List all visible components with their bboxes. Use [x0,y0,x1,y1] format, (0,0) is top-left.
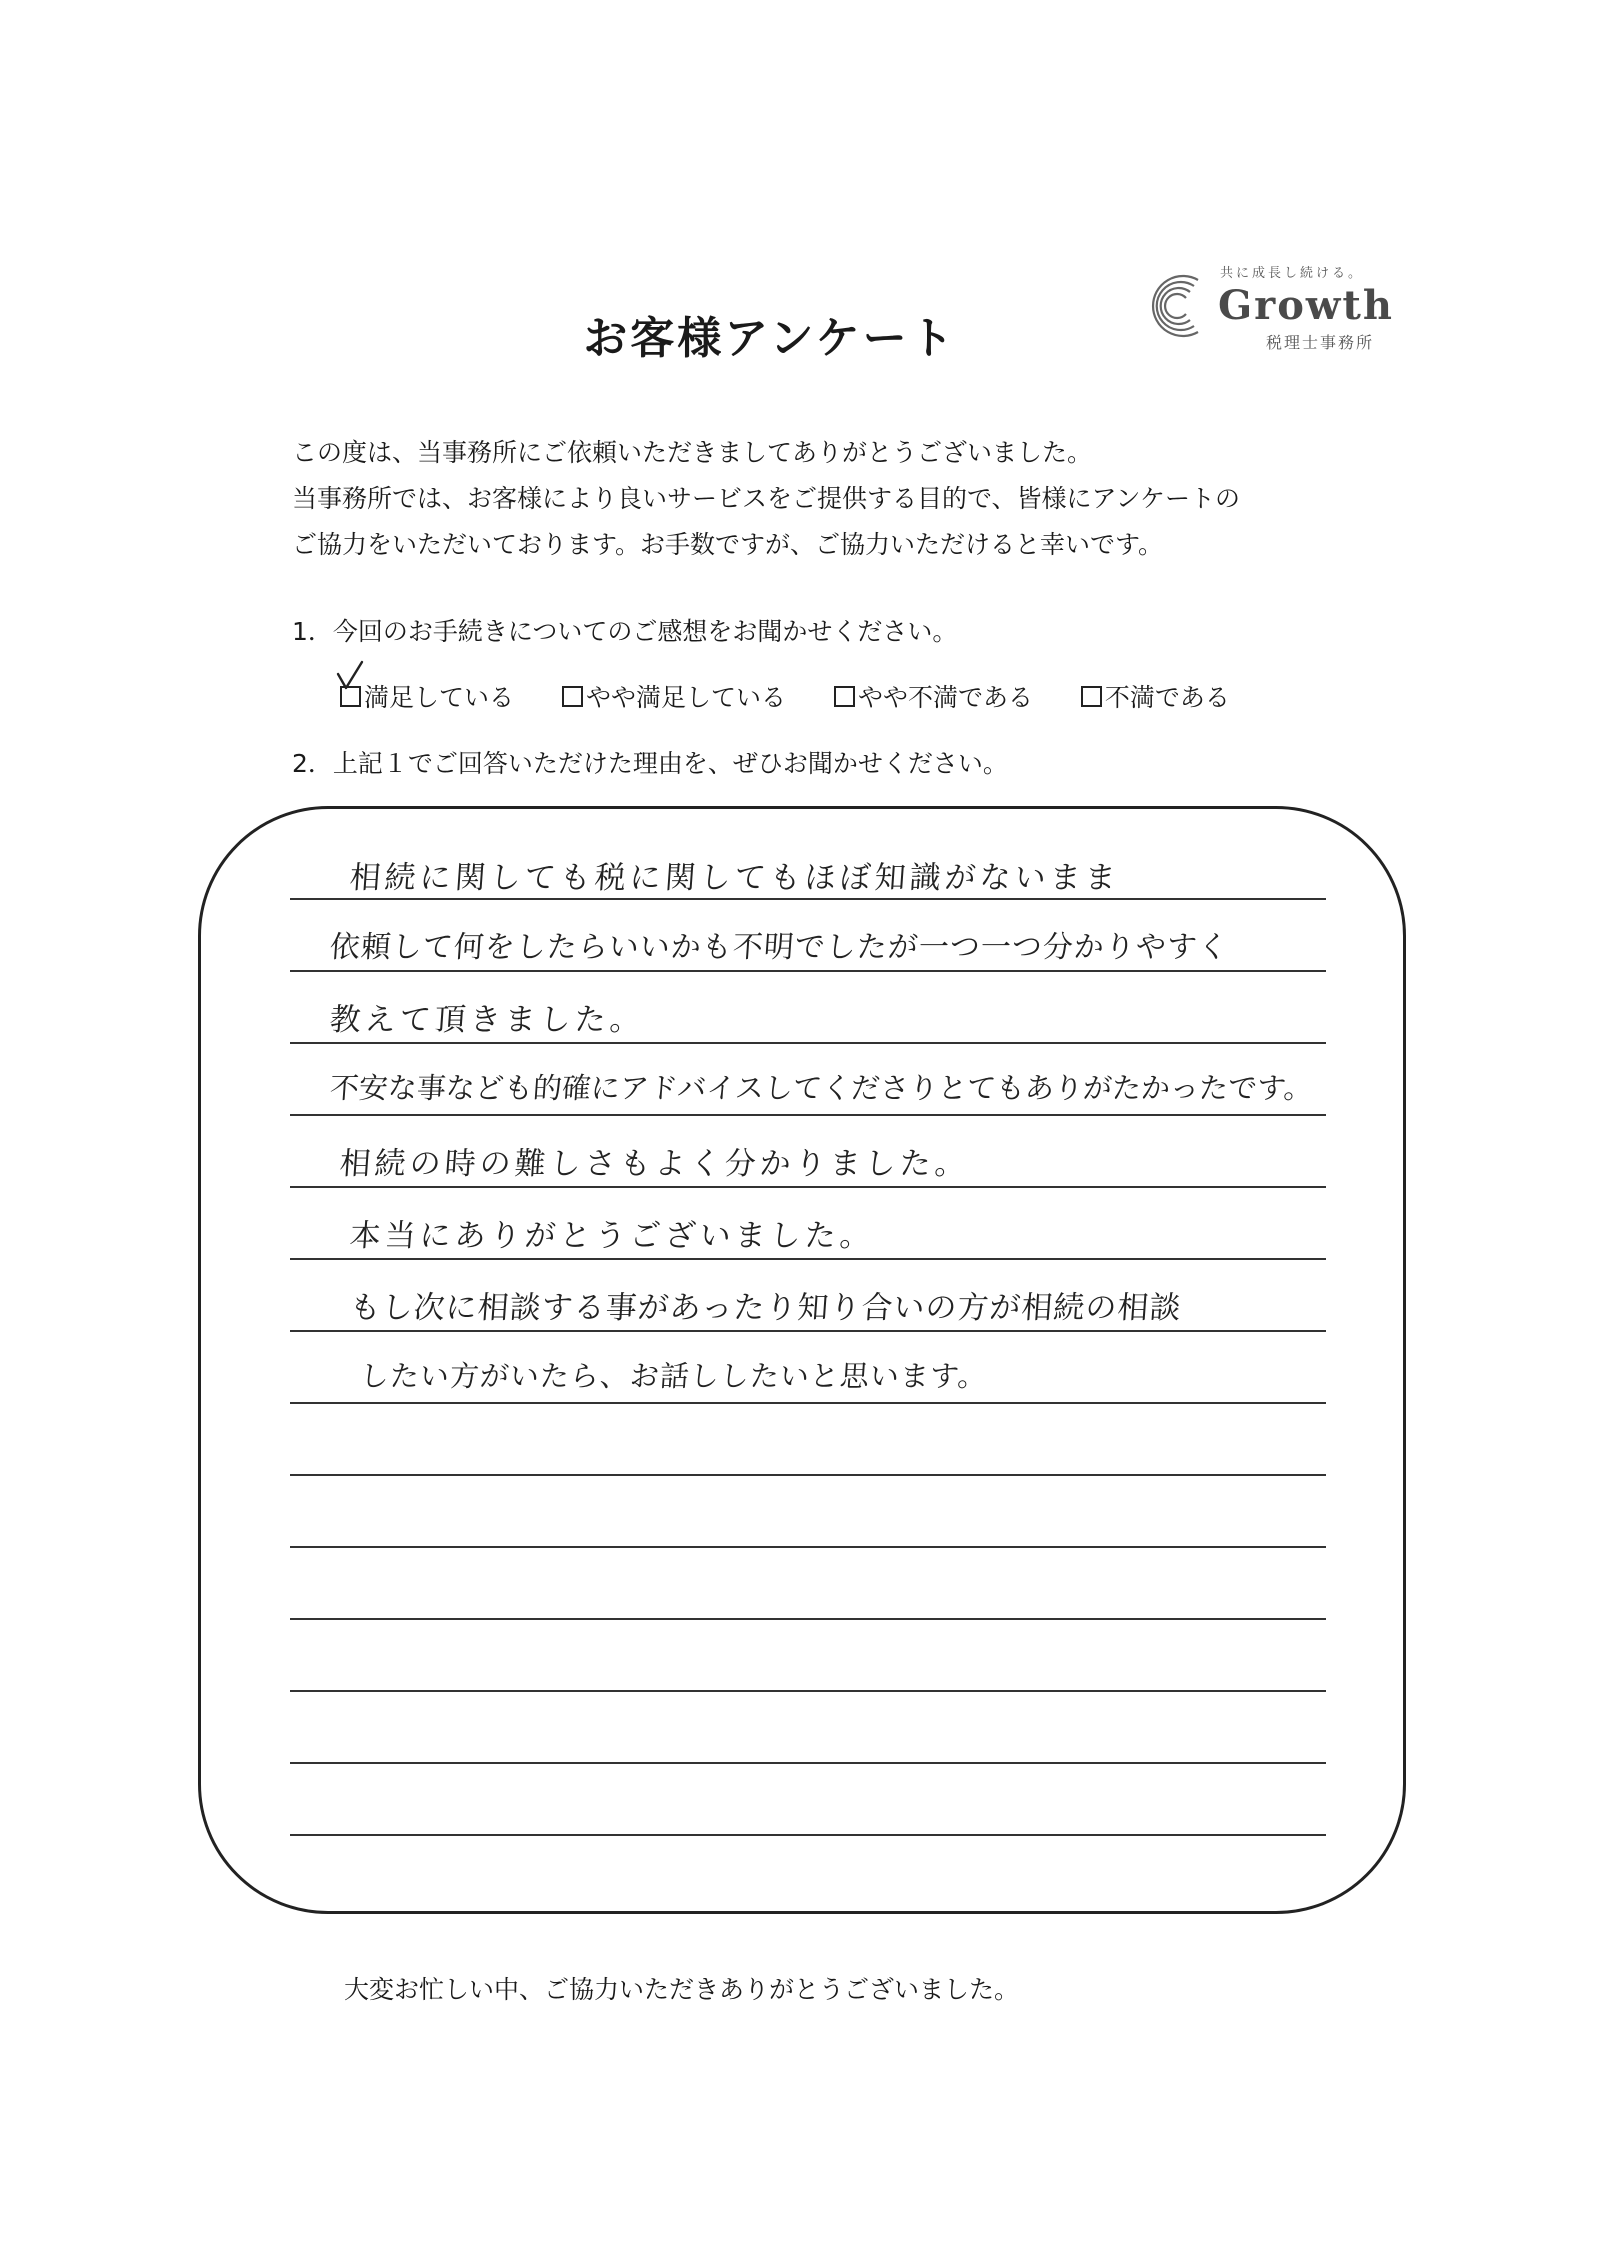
ruled-line [290,1258,1326,1260]
option-satisfied[interactable] [340,678,514,714]
option-somewhat-dissatisfied[interactable] [834,678,1033,714]
question-1-label: 1．今回のお手続きについてのご感想をお聞かせください。 [292,617,958,646]
answer-line: したい方がいたら、お話ししたいと思います。 [358,1359,989,1393]
answer-line: もし次に相談する事があったり知り合いの方が相続の相談 [348,1290,1183,1326]
intro-line: 当事務所では、お客様により良いサービスをご提供する目的で、皆様にアンケートの [292,484,1241,513]
ruled-line [290,1618,1326,1620]
checkbox[interactable] [562,686,583,707]
question-2-label: 2．上記１でご回答いただけた理由を、ぜひお聞かせください。 [292,749,1008,778]
logo-brand: Growth [1218,282,1394,329]
option-label: 満足している [364,683,515,712]
intro-text [292,430,1240,568]
checkbox[interactable] [1081,686,1102,707]
option-label: やや満足している [585,683,786,712]
ruled-line [290,1546,1326,1548]
option-label: やや不満である [857,683,1033,712]
option-dissatisfied[interactable] [1081,678,1230,714]
intro-line: ご協力をいただいております。お手数ですが、ご協力いただけると幸いです。 [292,530,1164,559]
satisfaction-options [340,678,1270,714]
ruled-line [290,1402,1326,1404]
answer-line: 依頼して何をしたらいいかも不明でしたが一つ一つ分かりやすく [328,930,1230,965]
page-title: お客様アンケート [583,313,957,364]
option-somewhat-satisfied[interactable] [562,678,786,714]
logo-tagline: 共に成長し続ける。 [1220,266,1365,281]
ruled-line [290,1186,1326,1188]
ruled-line [290,1762,1326,1764]
ruled-line [290,1834,1326,1836]
answer-line: 相続の時の難しさもよく分かりました。 [338,1146,972,1182]
answer-line: 本当にありがとうございました。 [348,1218,877,1254]
logo-office-name: 税理士事務所 [1266,333,1375,352]
option-label: 不満である [1104,683,1230,712]
answer-line: 不安な事なども的確にアドバイスしてくださりとてもありがたかったです。 [328,1071,1314,1105]
ruled-line [290,970,1326,972]
checkbox[interactable] [834,686,855,707]
intro-line: この度は、当事務所にご依頼いただきましてありがとうございました。 [292,438,1093,467]
ruled-line [290,1114,1326,1116]
ruled-line [290,898,1326,900]
answer-line: 相続に関しても税に関してもほぼ知識がないまま [348,860,1122,896]
ruled-line [290,1474,1326,1476]
ruled-line [290,1330,1326,1332]
ruled-line [290,1042,1326,1044]
closing-message: 大変お忙しい中、ご協力いただきありがとうございました。 [344,1975,1020,2004]
answer-line: 教えて頂きました。 [328,1002,647,1038]
ruled-line [290,1690,1326,1692]
checkmark-icon [336,660,366,692]
